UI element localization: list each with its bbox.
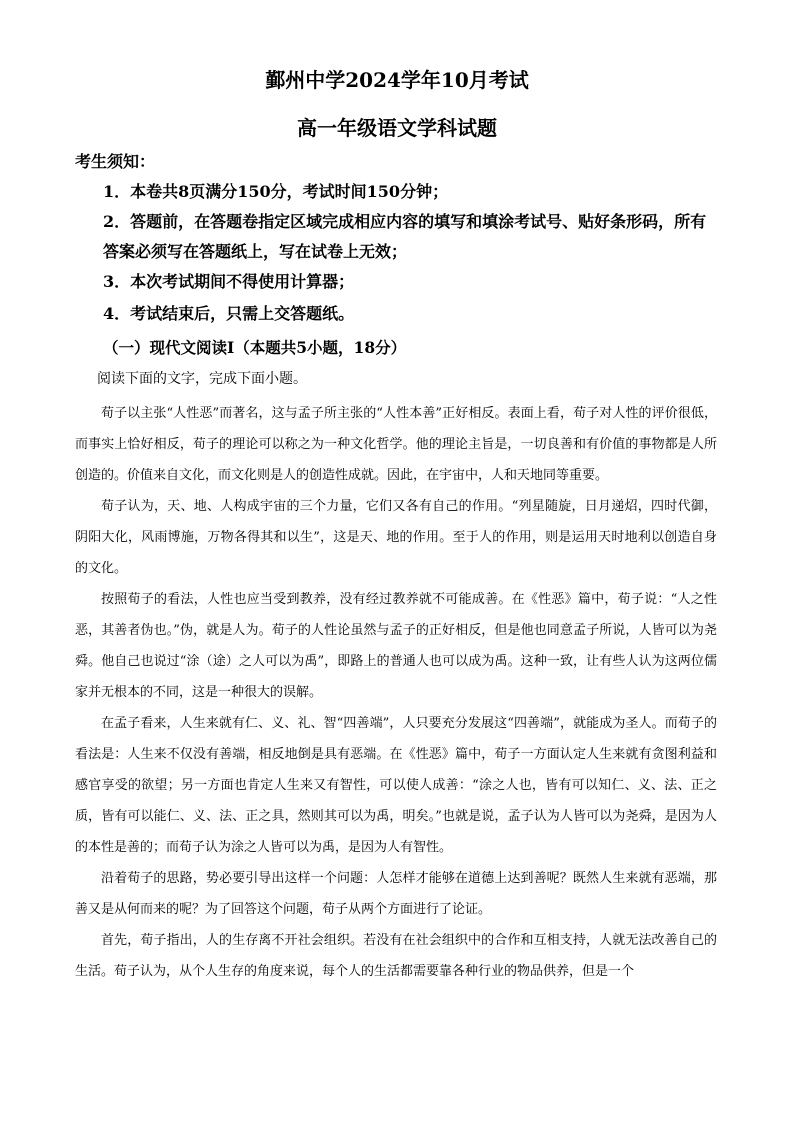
section-heading: （一）现代文阅读Ⅰ（本题共5小题，18分） — [103, 338, 407, 357]
notice-heading: 考生须知： — [75, 152, 156, 171]
exam-subtitle: 高一年级语文学科试题 — [297, 116, 497, 140]
notice-item-text: 4．考试结束后，只需上交答题纸。 — [103, 304, 355, 323]
passage-paragraph: 首先，荀子指出，人的生存离不开社会组织。若没有在社会组织中的合作和互相支持，人就无法改善自己的生活。荀子认为，从个人生存的角度来说，每个人的生活都需要靠各种行业的物品供养，但是一个 — [75, 933, 717, 979]
passage-paragraph: 按照荀子的看法，人性也应当受到教养，没有经过教养就不可能成善。在《性恶》篇中，荀子说：“人之性恶，其善者伪也。”伪，就是人为。荀子的人性论虽然与孟子的正好相反，但是他也同意孟子所说，人皆可以为尧舜。他自己也说过“涂（途）之人可以为禹”，即路上的普通人也可以成为禹。这种一致，让有些人认为这两位儒家并无根本的不同，这是一种很大的误解。 — [75, 592, 717, 700]
passage-paragraph: 沿着荀子的思路，势必要引导出这样一个问题：人怎样才能够在道德上达到善呢？既然人生来就有恶端，那善又是从何而来的呢？为了回答这个问题，荀子从两个方面进行了论证。 — [75, 871, 717, 917]
notice-item-1 — [75, 177, 715, 207]
notice-item-text: 2．答题前，在答题卷指定区域完成相应内容的填写和填涂考试号、贴好条形码，所有答案必须写在答题纸上，写在试卷上无效； — [103, 212, 707, 261]
exam-title: 鄞州中学2024学年10月考试 — [265, 68, 529, 92]
notice-item-4 — [75, 299, 715, 329]
notice-item-text: 1．本卷共8页满分150分，考试时间150分钟； — [103, 182, 449, 201]
reading-passage — [75, 398, 717, 987]
passage-paragraph: 荀子认为，天、地、人构成宇宙的三个力量，它们又各有自己的作用。“列星随旋，日月递炤，四时代御，阴阳大化，风雨博施，万物各得其和以生”，这是天、地的作用。至于人的作用，则是运用天时地利以创造自身的文化。 — [75, 499, 717, 576]
passage-paragraph: 在孟子看来，人生来就有仁、义、礼、智“四善端”，人只要充分发展这“四善端”，就能成为圣人。而荀子的看法是：人生来不仅没有善端，相反地倒是具有恶端。在《性恶》篇中，荀子一方面认定人生来就有贪图利益和感官享受的欲望；另一方面也肯定人生来又有智性，可以使人成善：“涂之人也，皆有可以知仁、义、法、正之质，皆有可以能仁、义、法、正之具，然则其可以为禹，明矣。”也就是说，孟子认为人皆可以为尧舜，是因为人的本性是善的；而荀子认为涂之人皆可以为禹，是因为人有智性。 — [75, 716, 717, 855]
notice-item-2 — [75, 207, 715, 267]
reading-instruction: 阅读下面的文字，完成下面小题。 — [97, 371, 307, 387]
notice-item-3 — [75, 267, 715, 297]
notice-item-text: 3．本次考试期间不得使用计算器； — [103, 272, 355, 291]
passage-paragraph: 荀子以主张“人性恶”而著名，这与孟子所主张的“人性本善”正好相反。表面上看，荀子对人性的评价很低，而事实上恰好相反，荀子的理论可以称之为一种文化哲学。他的理论主旨是，一切良善和有价值的事物都是人所创造的。价值来自文化，而文化则是人的创造性成就。因此，在宇宙中，人和天地同等重要。 — [75, 406, 717, 483]
